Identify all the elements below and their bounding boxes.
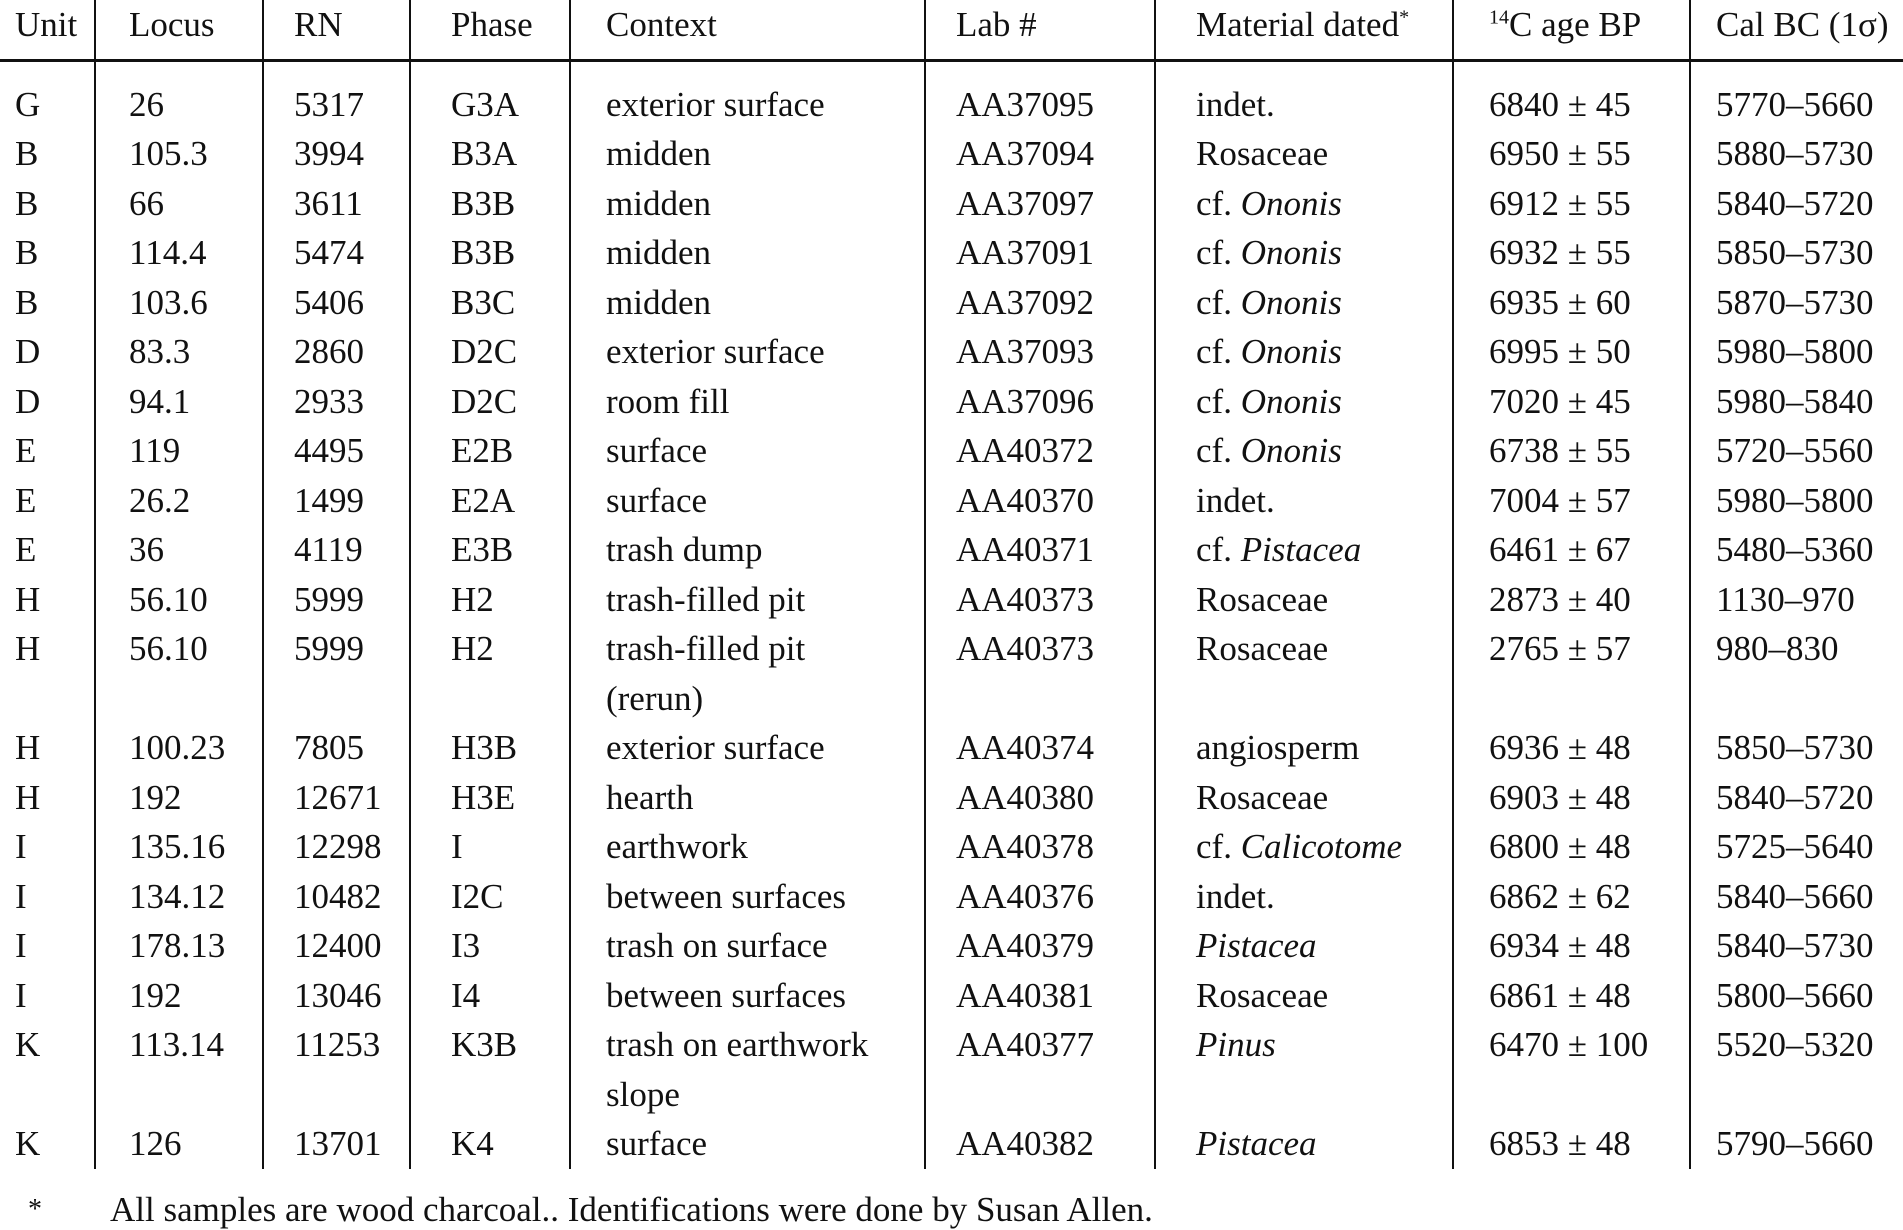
table-row bbox=[0, 624, 1903, 723]
header-c14-label: age BP bbox=[1532, 5, 1642, 44]
context-text: exterior surface bbox=[606, 332, 825, 371]
cell-locus: 114.4 bbox=[95, 228, 263, 278]
cell-context bbox=[570, 228, 925, 278]
context-text: hearth bbox=[606, 777, 694, 817]
isotope-superscript: 14 bbox=[1489, 6, 1509, 29]
cell-unit: K bbox=[15, 1124, 41, 1163]
cell-material bbox=[1155, 179, 1453, 229]
header-locus: Locus bbox=[95, 0, 263, 60]
material-qualifier: cf. bbox=[1196, 827, 1241, 866]
table-row bbox=[0, 575, 1903, 625]
context-text: midden bbox=[606, 233, 711, 272]
cell-rn: 13046 bbox=[263, 971, 410, 1021]
material-taxon: Ononis bbox=[1240, 431, 1342, 470]
cell-cal: 5720–5560 bbox=[1690, 426, 1903, 476]
cell-age: 6840 ± 45 bbox=[1453, 60, 1690, 129]
table-row bbox=[0, 872, 1903, 922]
cell-context bbox=[570, 476, 925, 526]
cell-cal: 5790–5660 bbox=[1690, 1119, 1903, 1169]
cell-phase: G3A bbox=[410, 60, 570, 129]
cell-cal: 1130–970 bbox=[1690, 575, 1903, 625]
cell-age: 6912 ± 55 bbox=[1453, 179, 1690, 229]
cell-cal: 5480–5360 bbox=[1690, 525, 1903, 575]
cell-lab: AA40377 bbox=[925, 1020, 1155, 1119]
material-plain: indet. bbox=[1196, 876, 1275, 916]
cell-unit: E bbox=[15, 530, 37, 569]
cell-rn: 4495 bbox=[263, 426, 410, 476]
header-material-label: Material dated bbox=[1196, 5, 1400, 44]
cell-age: 6853 ± 48 bbox=[1453, 1119, 1690, 1169]
cell-material bbox=[1155, 575, 1453, 625]
cell-lab: AA37092 bbox=[925, 278, 1155, 328]
cell-lab: AA40374 bbox=[925, 723, 1155, 773]
cell-phase: K3B bbox=[410, 1020, 570, 1119]
cell-lab: AA40380 bbox=[925, 773, 1155, 823]
cell-age: 7004 ± 57 bbox=[1453, 476, 1690, 526]
cell-locus: 103.6 bbox=[95, 278, 263, 328]
cell-lab: AA37091 bbox=[925, 228, 1155, 278]
material-plain: indet. bbox=[1196, 84, 1275, 124]
context-text: midden bbox=[606, 282, 711, 322]
cell-context bbox=[570, 327, 925, 377]
cell-rn: 5317 bbox=[263, 60, 410, 129]
table-row bbox=[0, 525, 1903, 575]
cell-locus: 100.23 bbox=[95, 723, 263, 773]
cell-age: 6995 ± 50 bbox=[1453, 327, 1690, 377]
material-taxon: Ononis bbox=[1240, 183, 1342, 223]
cell-cal: 5980–5800 bbox=[1690, 327, 1903, 377]
cell-material bbox=[1155, 525, 1453, 575]
material-taxon: Pinus bbox=[1196, 1025, 1276, 1064]
context-text: trash-filled pit bbox=[606, 629, 806, 668]
material-taxon: Pistacea bbox=[1196, 1124, 1317, 1163]
cell-rn: 2860 bbox=[263, 327, 410, 377]
cell-locus: 113.14 bbox=[95, 1020, 263, 1119]
cell-phase: H3B bbox=[410, 723, 570, 773]
cell-phase: B3C bbox=[410, 278, 570, 328]
cell-lab: AA37095 bbox=[925, 60, 1155, 129]
cell-material bbox=[1155, 971, 1453, 1021]
cell-phase: B3A bbox=[410, 129, 570, 179]
cell-context bbox=[570, 971, 925, 1021]
cell-lab: AA37096 bbox=[925, 377, 1155, 427]
material-qualifier: cf. bbox=[1196, 431, 1241, 470]
cell-phase: I3 bbox=[410, 921, 570, 971]
context-text-continued: (rerun) bbox=[606, 678, 704, 718]
cell-lab: AA37094 bbox=[925, 129, 1155, 179]
cell-context bbox=[570, 822, 925, 872]
cell-phase: H2 bbox=[410, 575, 570, 625]
cell-locus: 105.3 bbox=[95, 129, 263, 179]
cell-context bbox=[570, 872, 925, 922]
cell-context bbox=[570, 278, 925, 328]
cell-material bbox=[1155, 278, 1453, 328]
context-text: trash on earthwork bbox=[606, 1025, 869, 1064]
cell-unit: B bbox=[15, 183, 39, 223]
cell-unit: D bbox=[15, 381, 41, 421]
cell-context bbox=[570, 1119, 925, 1169]
table-row bbox=[0, 129, 1903, 179]
cell-unit: H bbox=[15, 629, 41, 668]
material-qualifier: cf. bbox=[1196, 332, 1241, 371]
material-qualifier: cf. bbox=[1196, 183, 1241, 223]
header-c14-age bbox=[1453, 0, 1690, 60]
cell-lab: AA40373 bbox=[925, 624, 1155, 723]
cell-rn: 3994 bbox=[263, 129, 410, 179]
cell-age: 6903 ± 48 bbox=[1453, 773, 1690, 823]
cell-lab: AA40378 bbox=[925, 822, 1155, 872]
context-text: exterior surface bbox=[606, 84, 825, 124]
cell-rn: 11253 bbox=[263, 1020, 410, 1119]
table-row bbox=[0, 377, 1903, 427]
footnote-marker: * bbox=[1399, 6, 1410, 29]
material-qualifier: cf. bbox=[1196, 530, 1241, 569]
material-plain: Rosaceae bbox=[1196, 777, 1329, 817]
cell-material bbox=[1155, 872, 1453, 922]
cell-locus: 26 bbox=[95, 60, 263, 129]
header-rn: RN bbox=[263, 0, 410, 60]
cell-locus: 66 bbox=[95, 179, 263, 229]
cell-age: 6461 ± 67 bbox=[1453, 525, 1690, 575]
cell-unit: I bbox=[15, 827, 27, 866]
cell-material bbox=[1155, 228, 1453, 278]
cell-phase: E2B bbox=[410, 426, 570, 476]
cell-lab: AA40370 bbox=[925, 476, 1155, 526]
material-plain: Rosaceae bbox=[1196, 629, 1329, 668]
cell-age: 6861 ± 48 bbox=[1453, 971, 1690, 1021]
cell-cal: 5840–5730 bbox=[1690, 921, 1903, 971]
cell-lab: AA40371 bbox=[925, 525, 1155, 575]
cell-unit: I bbox=[15, 975, 27, 1015]
cell-rn: 1499 bbox=[263, 476, 410, 526]
context-text: between surfaces bbox=[606, 876, 847, 916]
context-text: trash dump bbox=[606, 530, 763, 569]
cell-context bbox=[570, 773, 925, 823]
cell-material bbox=[1155, 426, 1453, 476]
cell-unit: B bbox=[15, 134, 39, 173]
cell-unit: G bbox=[15, 84, 41, 124]
table-header-row bbox=[0, 0, 1903, 60]
material-taxon: Pistacea bbox=[1240, 530, 1362, 569]
table-row bbox=[0, 476, 1903, 526]
cell-rn: 3611 bbox=[263, 179, 410, 229]
material-taxon: Pistacea bbox=[1196, 926, 1317, 965]
context-text: surface bbox=[606, 1124, 708, 1163]
context-text: midden bbox=[606, 183, 711, 223]
context-text-continued: slope bbox=[606, 1074, 680, 1114]
table-row bbox=[0, 426, 1903, 476]
cell-phase: D2C bbox=[410, 377, 570, 427]
cell-cal: 5840–5660 bbox=[1690, 872, 1903, 922]
context-text: surface bbox=[606, 480, 708, 520]
cell-locus: 126 bbox=[95, 1119, 263, 1169]
cell-locus: 178.13 bbox=[95, 921, 263, 971]
context-text: earthwork bbox=[606, 827, 748, 866]
cell-material bbox=[1155, 327, 1453, 377]
cell-lab: AA40382 bbox=[925, 1119, 1155, 1169]
cell-rn: 5999 bbox=[263, 624, 410, 723]
cell-locus: 83.3 bbox=[95, 327, 263, 377]
material-qualifier: cf. bbox=[1196, 282, 1241, 322]
cell-context bbox=[570, 575, 925, 625]
cell-rn: 12671 bbox=[263, 773, 410, 823]
material-taxon: Ononis bbox=[1240, 282, 1342, 322]
cell-rn: 10482 bbox=[263, 872, 410, 922]
cell-material bbox=[1155, 60, 1453, 129]
table-row bbox=[0, 1020, 1903, 1119]
cell-age: 7020 ± 45 bbox=[1453, 377, 1690, 427]
cell-rn: 13701 bbox=[263, 1119, 410, 1169]
cell-material bbox=[1155, 624, 1453, 723]
material-plain: Rosaceae bbox=[1196, 134, 1329, 173]
table-row bbox=[0, 921, 1903, 971]
table-footnote bbox=[28, 1190, 1153, 1230]
cell-unit: E bbox=[15, 480, 37, 520]
cell-material bbox=[1155, 1020, 1453, 1119]
cell-rn: 5406 bbox=[263, 278, 410, 328]
cell-material bbox=[1155, 1119, 1453, 1169]
header-material-dated bbox=[1155, 0, 1453, 60]
cell-age: 2873 ± 40 bbox=[1453, 575, 1690, 625]
cell-locus: 135.16 bbox=[95, 822, 263, 872]
table-row bbox=[0, 1119, 1903, 1169]
cell-locus: 26.2 bbox=[95, 476, 263, 526]
material-taxon: Ononis bbox=[1240, 332, 1342, 371]
cell-lab: AA40379 bbox=[925, 921, 1155, 971]
context-text: trash-filled pit bbox=[606, 579, 806, 619]
cell-phase: B3B bbox=[410, 179, 570, 229]
cell-material bbox=[1155, 822, 1453, 872]
cell-age: 6932 ± 55 bbox=[1453, 228, 1690, 278]
cell-locus: 56.10 bbox=[95, 575, 263, 625]
cell-rn: 4119 bbox=[263, 525, 410, 575]
table-row bbox=[0, 971, 1903, 1021]
context-text: between surfaces bbox=[606, 975, 847, 1015]
context-text: room fill bbox=[606, 381, 730, 421]
cell-rn: 12400 bbox=[263, 921, 410, 971]
material-taxon: Calicotome bbox=[1240, 827, 1403, 866]
context-text: midden bbox=[606, 134, 711, 173]
cell-lab: AA37093 bbox=[925, 327, 1155, 377]
cell-cal: 5880–5730 bbox=[1690, 129, 1903, 179]
cell-context bbox=[570, 1020, 925, 1119]
cell-cal: 5840–5720 bbox=[1690, 179, 1903, 229]
cell-rn: 5999 bbox=[263, 575, 410, 625]
cell-phase: E3B bbox=[410, 525, 570, 575]
cell-context bbox=[570, 723, 925, 773]
cell-unit: B bbox=[15, 282, 39, 322]
cell-age: 6950 ± 55 bbox=[1453, 129, 1690, 179]
table-row bbox=[0, 822, 1903, 872]
cell-unit: H bbox=[15, 777, 41, 817]
header-cal-bc: Cal BC (1σ) bbox=[1690, 0, 1903, 60]
material-plain: Rosaceae bbox=[1196, 975, 1329, 1015]
material-qualifier: cf. bbox=[1196, 233, 1241, 272]
cell-phase: I bbox=[410, 822, 570, 872]
context-text: surface bbox=[606, 431, 708, 470]
header-lab-number: Lab # bbox=[925, 0, 1155, 60]
cell-age: 2765 ± 57 bbox=[1453, 624, 1690, 723]
cell-context bbox=[570, 624, 925, 723]
table-row bbox=[0, 228, 1903, 278]
header-c14-element: C bbox=[1509, 5, 1533, 44]
cell-material bbox=[1155, 773, 1453, 823]
cell-cal: 5770–5660 bbox=[1690, 60, 1903, 129]
cell-unit: I bbox=[15, 926, 27, 965]
material-plain: indet. bbox=[1196, 480, 1275, 520]
cell-context bbox=[570, 129, 925, 179]
cell-age: 6800 ± 48 bbox=[1453, 822, 1690, 872]
cell-unit: H bbox=[15, 728, 41, 767]
cell-unit: I bbox=[15, 876, 27, 916]
context-text: trash on surface bbox=[606, 926, 828, 965]
cell-cal: 980–830 bbox=[1690, 624, 1903, 723]
cell-cal: 5800–5660 bbox=[1690, 971, 1903, 1021]
table-row bbox=[0, 60, 1903, 129]
cell-phase: H2 bbox=[410, 624, 570, 723]
cell-phase: I2C bbox=[410, 872, 570, 922]
cell-lab: AA37097 bbox=[925, 179, 1155, 229]
cell-locus: 119 bbox=[95, 426, 263, 476]
cell-phase: E2A bbox=[410, 476, 570, 526]
cell-context bbox=[570, 426, 925, 476]
cell-locus: 94.1 bbox=[95, 377, 263, 427]
footnote-text: All samples are wood charcoal.. Identifications were done by Susan Allen. bbox=[110, 1190, 1153, 1229]
table-row bbox=[0, 179, 1903, 229]
cell-phase: K4 bbox=[410, 1119, 570, 1169]
cell-phase: D2C bbox=[410, 327, 570, 377]
cell-age: 6934 ± 48 bbox=[1453, 921, 1690, 971]
cell-material bbox=[1155, 921, 1453, 971]
cell-lab: AA40376 bbox=[925, 872, 1155, 922]
cell-locus: 36 bbox=[95, 525, 263, 575]
cell-phase: I4 bbox=[410, 971, 570, 1021]
cell-material bbox=[1155, 476, 1453, 526]
footnote-asterisk: * bbox=[28, 1194, 42, 1225]
material-plain: Rosaceae bbox=[1196, 579, 1329, 619]
cell-locus: 192 bbox=[95, 971, 263, 1021]
material-plain: angiosperm bbox=[1196, 728, 1360, 767]
cell-unit: K bbox=[15, 1025, 41, 1064]
cell-age: 6862 ± 62 bbox=[1453, 872, 1690, 922]
cell-phase: H3E bbox=[410, 773, 570, 823]
cell-locus: 56.10 bbox=[95, 624, 263, 723]
cell-rn: 12298 bbox=[263, 822, 410, 872]
cell-cal: 5980–5800 bbox=[1690, 476, 1903, 526]
cell-rn: 7805 bbox=[263, 723, 410, 773]
cell-cal: 5980–5840 bbox=[1690, 377, 1903, 427]
cell-age: 6738 ± 55 bbox=[1453, 426, 1690, 476]
table-body bbox=[0, 60, 1903, 1169]
header-unit: Unit bbox=[0, 0, 95, 60]
cell-cal: 5725–5640 bbox=[1690, 822, 1903, 872]
cell-material bbox=[1155, 723, 1453, 773]
cell-lab: AA40372 bbox=[925, 426, 1155, 476]
cell-phase: B3B bbox=[410, 228, 570, 278]
cell-locus: 192 bbox=[95, 773, 263, 823]
material-qualifier: cf. bbox=[1196, 381, 1241, 421]
header-context: Context bbox=[570, 0, 925, 60]
cell-age: 6470 ± 100 bbox=[1453, 1020, 1690, 1119]
cell-lab: AA40381 bbox=[925, 971, 1155, 1021]
cell-cal: 5520–5320 bbox=[1690, 1020, 1903, 1119]
cell-context bbox=[570, 525, 925, 575]
cell-context bbox=[570, 921, 925, 971]
cell-cal: 5850–5730 bbox=[1690, 723, 1903, 773]
cell-lab: AA40373 bbox=[925, 575, 1155, 625]
table-row bbox=[0, 278, 1903, 328]
material-taxon: Ononis bbox=[1240, 381, 1342, 421]
cell-age: 6935 ± 60 bbox=[1453, 278, 1690, 328]
cell-cal: 5840–5720 bbox=[1690, 773, 1903, 823]
cell-rn: 2933 bbox=[263, 377, 410, 427]
cell-context bbox=[570, 60, 925, 129]
cell-cal: 5870–5730 bbox=[1690, 278, 1903, 328]
table-row bbox=[0, 327, 1903, 377]
cell-unit: H bbox=[15, 579, 41, 619]
cell-age: 6936 ± 48 bbox=[1453, 723, 1690, 773]
cell-cal: 5850–5730 bbox=[1690, 228, 1903, 278]
cell-material bbox=[1155, 129, 1453, 179]
cell-locus: 134.12 bbox=[95, 872, 263, 922]
cell-context bbox=[570, 179, 925, 229]
material-taxon: Ononis bbox=[1240, 233, 1342, 272]
cell-unit: D bbox=[15, 332, 41, 371]
cell-rn: 5474 bbox=[263, 228, 410, 278]
context-text: exterior surface bbox=[606, 728, 825, 767]
header-phase: Phase bbox=[410, 0, 570, 60]
table-row bbox=[0, 773, 1903, 823]
cell-context bbox=[570, 377, 925, 427]
cell-material bbox=[1155, 377, 1453, 427]
table-row bbox=[0, 723, 1903, 773]
cell-unit: E bbox=[15, 431, 37, 470]
cell-unit: B bbox=[15, 233, 39, 272]
